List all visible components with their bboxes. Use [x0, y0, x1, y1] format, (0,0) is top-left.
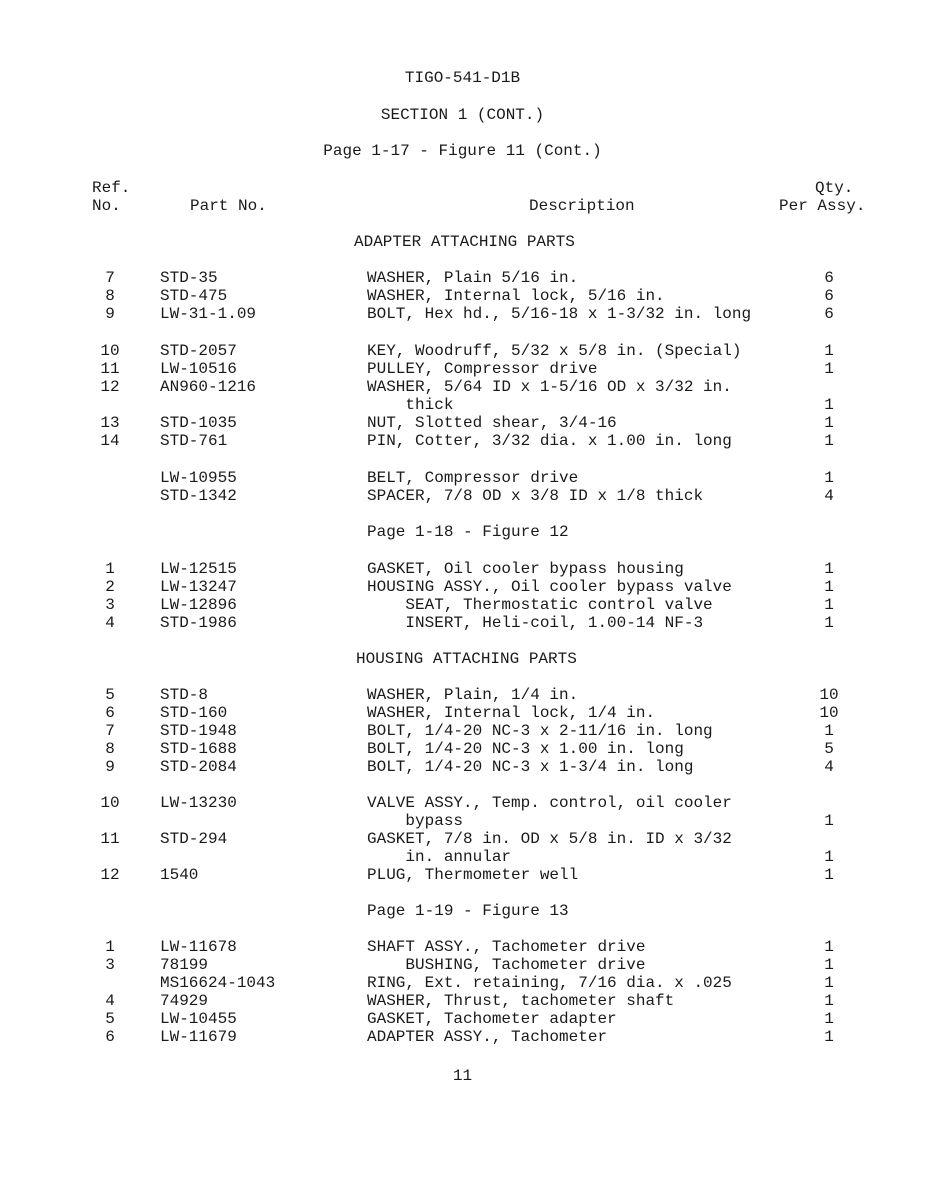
row-ref-no: 6 — [105, 704, 115, 722]
row-description: GASKET, Tachometer adapter — [367, 1010, 617, 1028]
row-description: BOLT, 1/4-20 NC-3 x 2-11/16 in. long — [367, 722, 713, 740]
row-qty: 1 — [824, 414, 834, 432]
row-ref-no: 12 — [100, 866, 120, 884]
row-part-no: LW-10455 — [160, 1010, 237, 1028]
row-description: GASKET, 7/8 in. OD x 5/8 in. ID x 3/32 — [367, 830, 732, 848]
row-ref-no: 11 — [100, 360, 120, 378]
row-ref-no: 9 — [105, 758, 115, 776]
row-qty: 1 — [824, 992, 834, 1010]
column-header-qty-line1: Qty. — [815, 179, 854, 197]
row-part-no: LW-13230 — [160, 794, 237, 812]
row-ref-no: 8 — [105, 740, 115, 758]
row-qty: 10 — [819, 686, 839, 704]
row-description: WASHER, Plain 5/16 in. — [367, 269, 579, 287]
column-header-ref-line2: No. — [92, 197, 121, 215]
row-description: INSERT, Heli-coil, 1.00-14 NF-3 — [367, 614, 704, 632]
row-part-no: STD-761 — [160, 432, 228, 450]
row-part-no: STD-294 — [160, 830, 228, 848]
row-qty: 1 — [824, 1028, 834, 1046]
row-ref-no: 5 — [105, 1010, 115, 1028]
row-qty: 1 — [824, 938, 834, 956]
row-part-no: STD-160 — [160, 704, 228, 722]
row-part-no: STD-475 — [160, 287, 228, 305]
row-ref-no: 4 — [105, 992, 115, 1010]
row-part-no: LW-11678 — [160, 938, 237, 956]
row-description: WASHER, Thrust, tachometer shaft — [367, 992, 675, 1010]
row-qty: 1 — [824, 578, 834, 596]
row-ref-no: 13 — [100, 414, 120, 432]
row-part-no: AN960-1216 — [160, 378, 257, 396]
row-qty: 1 — [824, 560, 834, 578]
page-figure-heading: Page 1-17 - Figure 11 (Cont.) — [323, 142, 602, 160]
row-qty: 1 — [824, 812, 834, 830]
row-description: VALVE ASSY., Temp. control, oil cooler — [367, 794, 732, 812]
row-ref-no: 9 — [105, 305, 115, 323]
row-qty: 10 — [819, 704, 839, 722]
row-qty: 6 — [824, 305, 834, 323]
row-description: in. annular — [367, 848, 512, 866]
row-description: RING, Ext. retaining, 7/16 dia. x .025 — [367, 974, 732, 992]
row-description: BOLT, 1/4-20 NC-3 x 1-3/4 in. long — [367, 758, 694, 776]
row-part-no: STD-1342 — [160, 487, 237, 505]
row-description: NUT, Slotted shear, 3/4-16 — [367, 414, 617, 432]
row-ref-no: 6 — [105, 1028, 115, 1046]
row-ref-no: 8 — [105, 287, 115, 305]
row-description: BELT, Compressor drive — [367, 469, 579, 487]
column-header-description: Description — [529, 197, 635, 215]
row-qty: 1 — [824, 342, 834, 360]
row-qty: 5 — [824, 740, 834, 758]
row-description: PULLEY, Compressor drive — [367, 360, 598, 378]
section-title: SECTION 1 (CONT.) — [380, 106, 545, 124]
row-ref-no: 12 — [100, 378, 120, 396]
row-qty: 1 — [824, 596, 834, 614]
row-ref-no: 5 — [105, 686, 115, 704]
row-qty: 1 — [824, 956, 834, 974]
row-part-no: 1540 — [160, 866, 199, 884]
row-ref-no: 2 — [105, 578, 115, 596]
row-qty: 1 — [824, 396, 834, 414]
row-part-no: LW-12896 — [160, 596, 237, 614]
row-part-no: 74929 — [160, 992, 209, 1010]
document-id: TIGO-541-D1B — [404, 69, 521, 87]
row-description: PLUG, Thermometer well — [367, 866, 579, 884]
row-qty: 1 — [824, 360, 834, 378]
row-description: GASKET, Oil cooler bypass housing — [367, 560, 684, 578]
row-part-no: STD-2057 — [160, 342, 237, 360]
row-ref-no: 7 — [105, 722, 115, 740]
row-part-no: LW-10516 — [160, 360, 237, 378]
row-qty: 6 — [824, 269, 834, 287]
row-description: ADAPTER ASSY., Tachometer — [367, 1028, 608, 1046]
page-number: 11 — [452, 1067, 473, 1085]
row-ref-no: 7 — [105, 269, 115, 287]
row-ref-no: 11 — [100, 830, 120, 848]
row-part-no: STD-1035 — [160, 414, 237, 432]
row-description: thick — [367, 396, 454, 414]
row-qty: 1 — [824, 1010, 834, 1028]
row-qty: 1 — [824, 469, 834, 487]
row-ref-no: 3 — [105, 956, 115, 974]
row-part-no: STD-1986 — [160, 614, 237, 632]
row-ref-no: 1 — [105, 938, 115, 956]
row-part-no: STD-2084 — [160, 758, 237, 776]
row-part-no: LW-10955 — [160, 469, 237, 487]
row-qty: 1 — [824, 848, 834, 866]
section-heading-figure-13: Page 1-19 - Figure 13 — [367, 902, 569, 920]
row-qty: 4 — [824, 758, 834, 776]
row-part-no: STD-35 — [160, 269, 218, 287]
row-part-no: 78199 — [160, 956, 209, 974]
row-part-no: STD-8 — [160, 686, 209, 704]
row-qty: 1 — [824, 614, 834, 632]
row-description: KEY, Woodruff, 5/32 x 5/8 in. (Special) — [367, 342, 742, 360]
column-header-part-no: Part No. — [190, 197, 267, 215]
row-description: WASHER, Internal lock, 1/4 in. — [367, 704, 656, 722]
row-description: bypass — [367, 812, 464, 830]
row-description: PIN, Cotter, 3/32 dia. x 1.00 in. long — [367, 432, 732, 450]
row-description: BOLT, 1/4-20 NC-3 x 1.00 in. long — [367, 740, 684, 758]
row-part-no: LW-11679 — [160, 1028, 237, 1046]
row-part-no: STD-1948 — [160, 722, 237, 740]
row-description: SEAT, Thermostatic control valve — [367, 596, 713, 614]
row-description: SPACER, 7/8 OD x 3/8 ID x 1/8 thick — [367, 487, 704, 505]
row-ref-no: 3 — [105, 596, 115, 614]
row-qty: 1 — [824, 722, 834, 740]
row-description: HOUSING ASSY., Oil cooler bypass valve — [367, 578, 732, 596]
section-heading-adapter: ADAPTER ATTACHING PARTS — [354, 233, 575, 251]
row-qty: 1 — [824, 432, 834, 450]
row-description: SHAFT ASSY., Tachometer drive — [367, 938, 646, 956]
row-qty: 1 — [824, 974, 834, 992]
row-description: WASHER, 5/64 ID x 1-5/16 OD x 3/32 in. — [367, 378, 732, 396]
row-description: BOLT, Hex hd., 5/16-18 x 1-3/32 in. long — [367, 305, 752, 323]
row-part-no: LW-12515 — [160, 560, 237, 578]
section-heading-figure-12: Page 1-18 - Figure 12 — [367, 523, 569, 541]
column-header-ref-line1: Ref. — [92, 179, 131, 197]
row-ref-no: 10 — [100, 794, 120, 812]
row-qty: 1 — [824, 866, 834, 884]
section-heading-housing: HOUSING ATTACHING PARTS — [356, 650, 577, 668]
row-qty: 6 — [824, 287, 834, 305]
row-ref-no: 1 — [105, 560, 115, 578]
row-part-no: STD-1688 — [160, 740, 237, 758]
row-qty: 4 — [824, 487, 834, 505]
row-ref-no: 10 — [100, 342, 120, 360]
row-part-no: LW-13247 — [160, 578, 237, 596]
row-description: WASHER, Internal lock, 5/16 in. — [367, 287, 665, 305]
row-part-no: MS16624-1043 — [160, 974, 276, 992]
row-description: WASHER, Plain, 1/4 in. — [367, 686, 579, 704]
row-ref-no: 14 — [100, 432, 120, 450]
row-part-no: LW-31-1.09 — [160, 305, 257, 323]
column-header-qty-line2: Per Assy. — [779, 197, 866, 215]
row-ref-no: 4 — [105, 614, 115, 632]
row-description: BUSHING, Tachometer drive — [367, 956, 646, 974]
